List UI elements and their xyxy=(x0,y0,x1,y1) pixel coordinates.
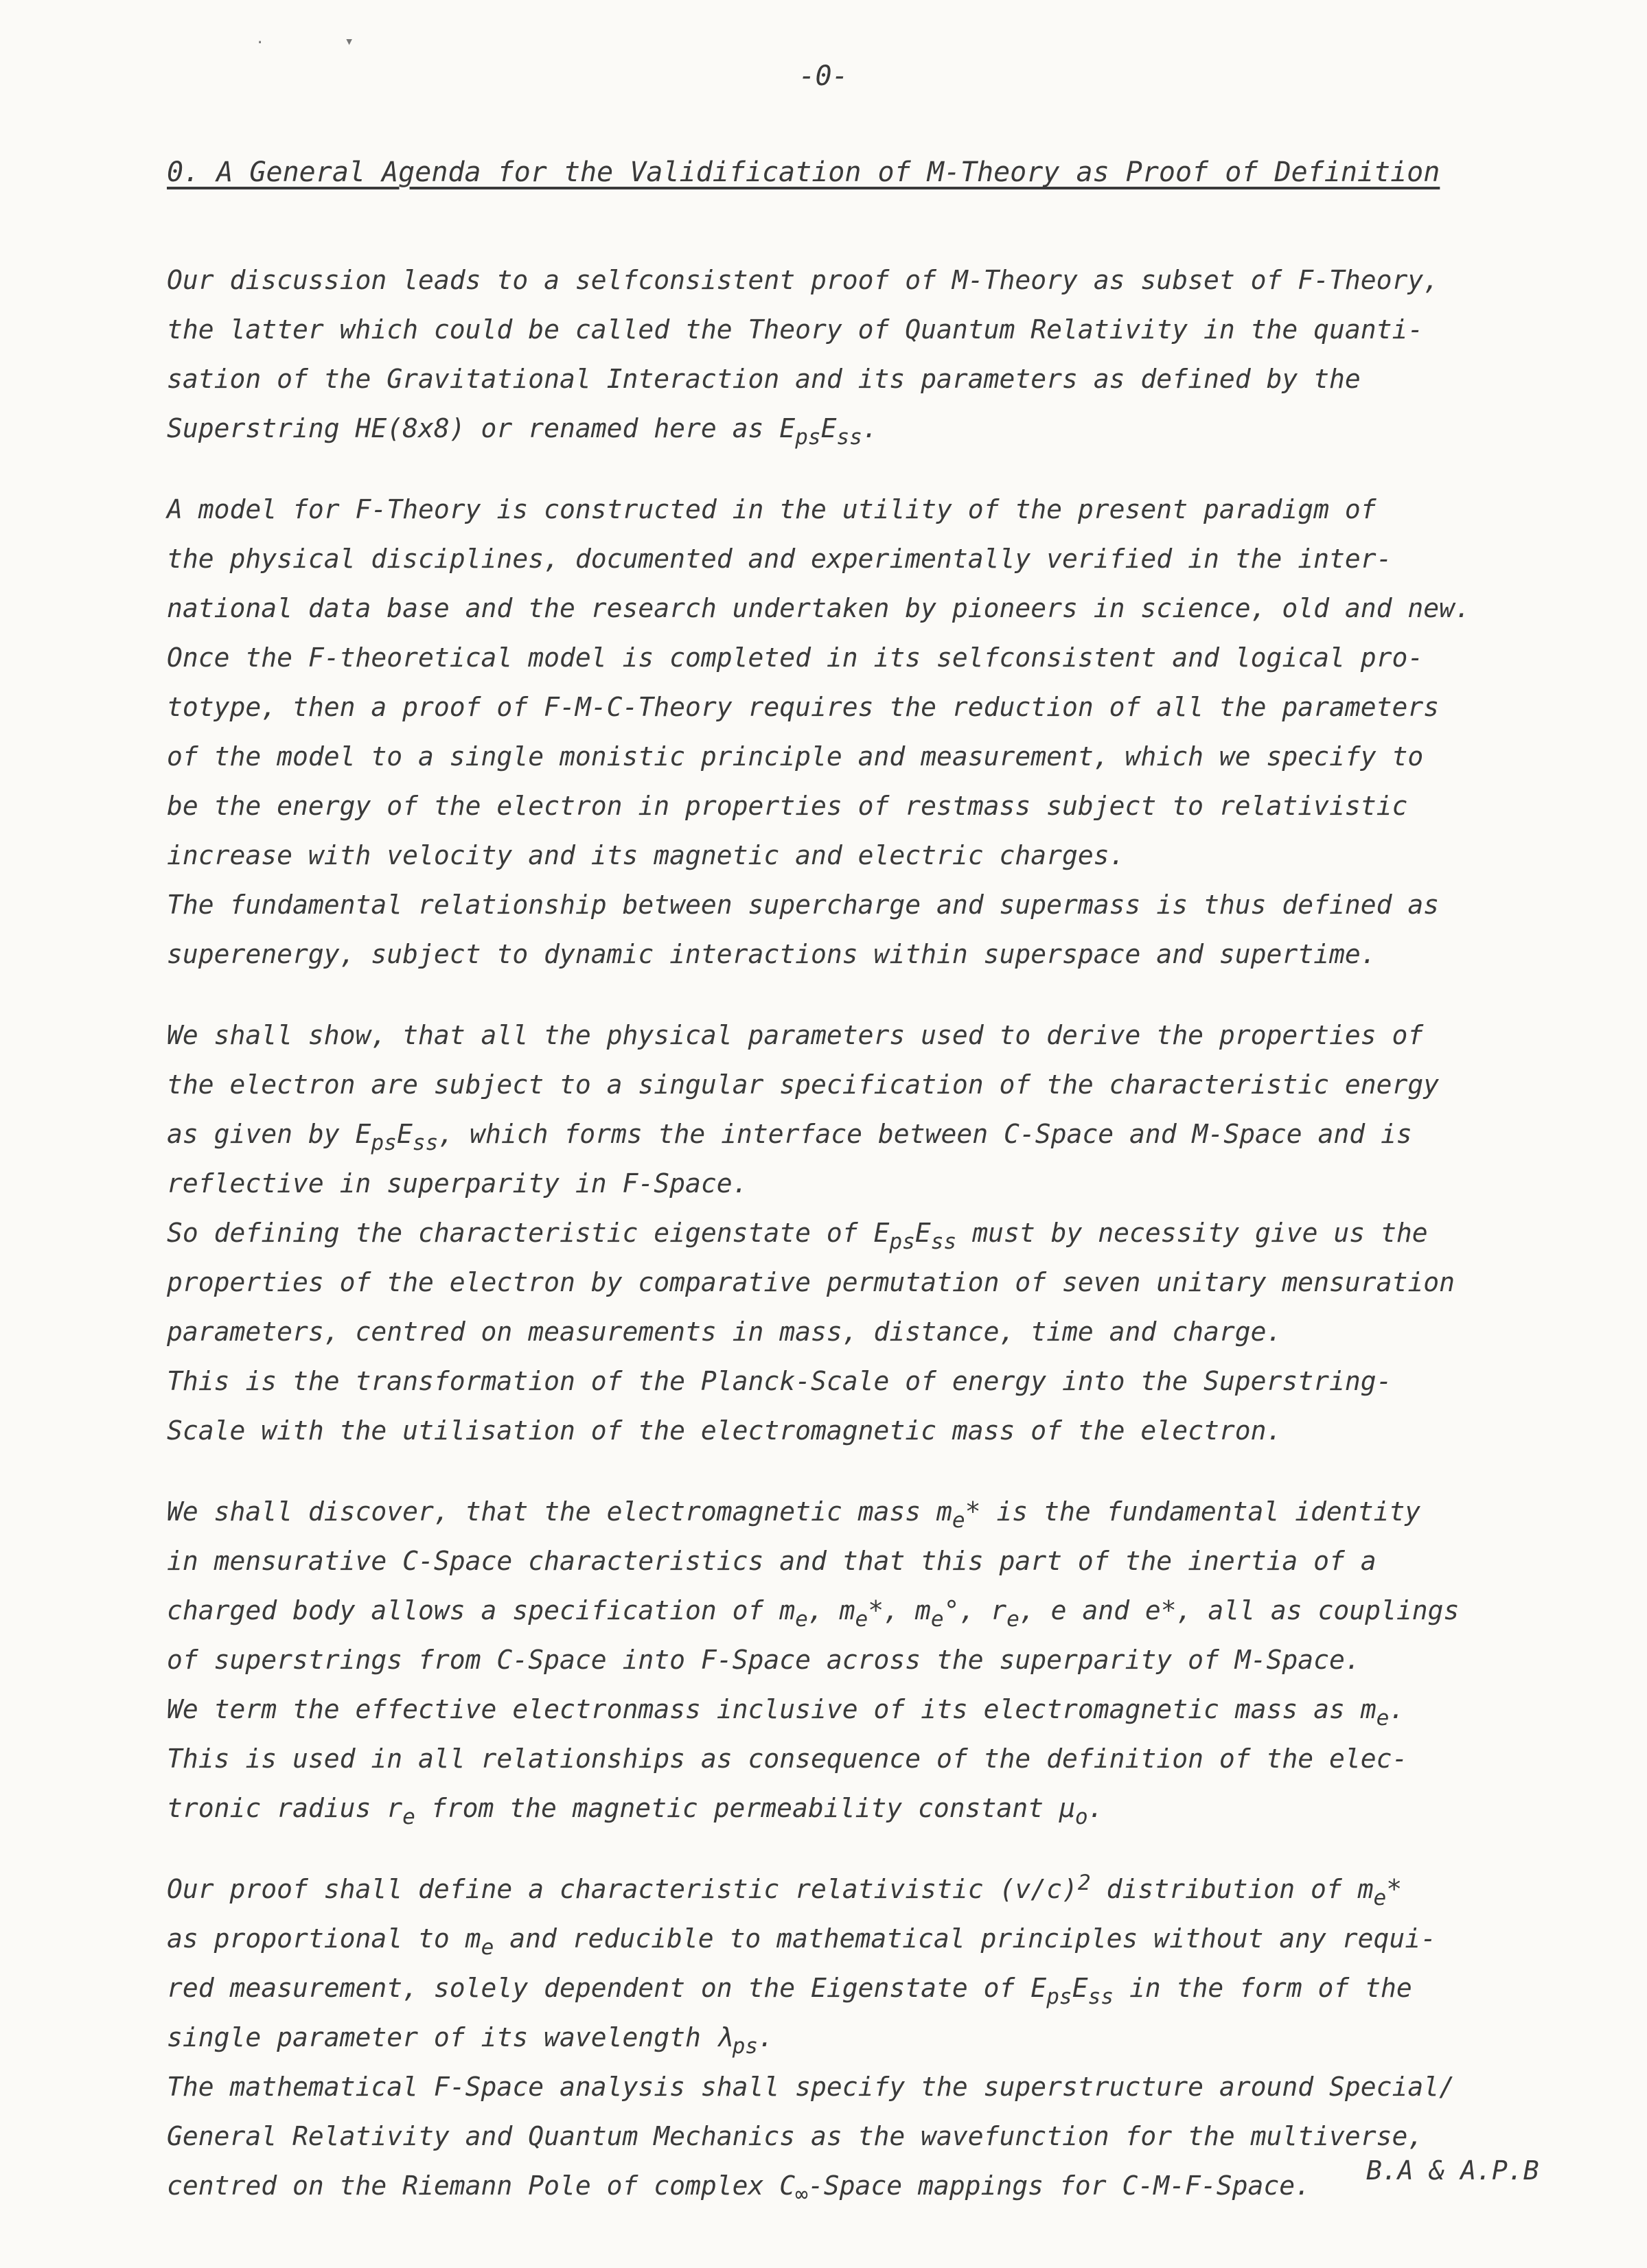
text-line: in mensurative C-Space characteristics and that this part of the inertia of a xyxy=(167,1546,1377,1576)
text-line: be the energy of the electron in properties of restmass subject to relativistic xyxy=(167,791,1408,821)
text-line: as proportional to $m_e$ and reducible to mathematical principles without any requi- xyxy=(167,1923,1437,1960)
text-line: increase with velocity and its magnetic and electric charges. xyxy=(167,840,1125,870)
text-line: the electron are subject to a singular specification of the characteristic energy xyxy=(167,1069,1440,1100)
text-line: Our proof shall define a characteristic relativistic $(v/c)^2$ distribution of $m_e*$ xyxy=(167,1870,1403,1910)
page-number: -0- xyxy=(798,60,849,92)
text-line: reflective in superparity in F-Space. xyxy=(167,1168,748,1199)
text-line: We shall show, that all the physical parameters used to derive the properties of xyxy=(167,1020,1424,1050)
text-line: Once the F-theoretical model is completed in its selfconsistent and logical pro- xyxy=(167,643,1424,673)
text-line: the latter which could be called the Theory of Quantum Relativity in the quanti- xyxy=(167,314,1424,345)
section-heading: 0. A General Agenda for the Validification of M-Theory as Proof of Definition xyxy=(167,157,1440,188)
text-line: So defining the characteristic eigenstate of $E_{ps}E_{ss}$ must by necessity give us the xyxy=(167,1218,1428,1254)
text-line: A model for F-Theory is constructed in the utility of the present paradigm of xyxy=(167,494,1377,524)
scan-speck: ▾ xyxy=(345,33,354,50)
text-line: We term the effective electronmass inclusive of its electromagnetic mass as $m_e$. xyxy=(167,1694,1405,1731)
text-line: General Relativity and Quantum Mechanics as the wavefunction for the multiverse, xyxy=(167,2121,1424,2151)
text-line: charged body allows a specification of $m_e$, $m_e*$, $m_e^\circ$, $r_e$, e and e*, all as couplings xyxy=(167,1595,1460,1632)
text-line: parameters, centred on measurements in mass, distance, time and charge. xyxy=(167,1317,1282,1347)
text-line: of superstrings from C-Space into F-Space across the superparity of M-Space. xyxy=(167,1645,1361,1675)
text-line: sation of the Gravitational Interaction and its parameters as defined by the xyxy=(167,364,1361,394)
text-line: totype, then a proof of F-M-C-Theory requires the reduction of all the parameters xyxy=(167,692,1440,722)
text-line: The fundamental relationship between supercharge and supermass is thus defined as xyxy=(167,890,1440,920)
text-line: superenergy, subject to dynamic interactions within superspace and supertime. xyxy=(167,939,1377,969)
text-line: Superstring HE(8x8) or renamed here as $E_{ps}E_{ss}$. xyxy=(167,413,878,450)
text-line: single parameter of its wavelength $\lambda_{ps}$. xyxy=(167,2022,774,2059)
text-line: the physical disciplines, documented and experimentally verified in the inter- xyxy=(167,544,1392,574)
text-line: properties of the electron by comparative permutation of seven unitary mensuration xyxy=(167,1267,1455,1297)
author-signature: B.A & A.P.B xyxy=(1366,2155,1539,2186)
text-line: We shall discover, that the electromagnetic mass $m_e*$ is the fundamental identity xyxy=(167,1496,1421,1533)
text-line: The mathematical F-Space analysis shall specify the superstructure around Special/ xyxy=(167,2072,1455,2102)
text-line: centred on the Riemann Pole of complex $C_\infty$-Space mappings for C-M-F-Space. xyxy=(167,2171,1311,2207)
text-line: Scale with the utilisation of the electromagnetic mass of the electron. xyxy=(167,1415,1282,1446)
text-line: This is used in all relationships as consequence of the definition of the elec- xyxy=(167,1744,1408,1774)
text-line: red measurement, solely dependent on the Eigenstate of $E_{ps}E_{ss}$ in the form of the xyxy=(167,1973,1412,2009)
text-line: Our discussion leads to a selfconsistent proof of M-Theory as subset of F-Theory, xyxy=(167,265,1440,295)
text-line: This is the transformation of the Planck-Scale of energy into the Superstring- xyxy=(167,1366,1392,1396)
scan-speck: · xyxy=(255,34,265,51)
text-line: as given by $E_{ps}E_{ss}$, which forms the interface between C-Space and M-Space and is xyxy=(167,1119,1412,1155)
text-line: of the model to a single monistic principle and measurement, which we specify to xyxy=(167,741,1424,772)
text-line: national data base and the research undertaken by pioneers in science, old and new. xyxy=(167,593,1471,623)
text-line: tronic radius $r_e$ from the magnetic permeability constant $\mu_o$. xyxy=(167,1793,1104,1829)
